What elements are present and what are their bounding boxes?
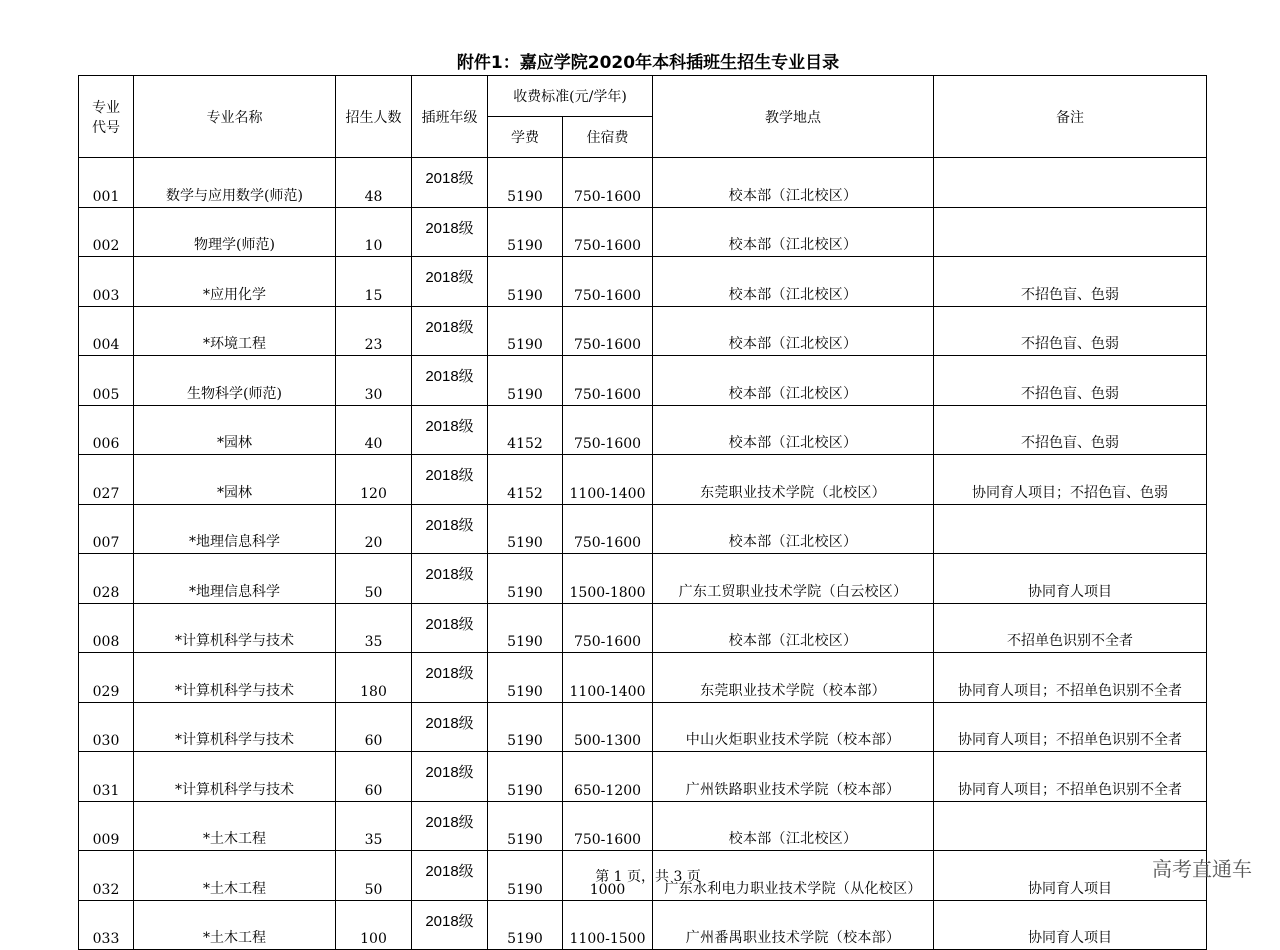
cell-code: 006 — [79, 405, 134, 455]
cell-grade: 2018级 — [412, 356, 488, 406]
cell-code: 003 — [79, 257, 134, 307]
cell-lodging: 1100-1400 — [563, 653, 653, 703]
cell-location: 广州番禺职业技术学院（校本部） — [653, 900, 934, 950]
cell-major-name: *土木工程 — [134, 900, 336, 950]
cell-lodging: 650-1200 — [563, 752, 653, 802]
cell-remark: 不招色盲、色弱 — [934, 257, 1207, 307]
table-row — [79, 207, 1207, 257]
cell-grade: 2018级 — [412, 603, 488, 653]
cell-remark: 协同育人项目 — [934, 851, 1207, 901]
cell-location: 东莞职业技术学院（校本部） — [653, 653, 934, 703]
cell-grade: 2018级 — [412, 405, 488, 455]
cell-location: 校本部（江北校区） — [653, 158, 934, 208]
cell-code: 033 — [79, 900, 134, 950]
cell-location: 校本部（江北校区） — [653, 405, 934, 455]
table-row — [79, 405, 1207, 455]
cell-tuition: 4152 — [488, 455, 563, 505]
cell-grade: 2018级 — [412, 653, 488, 703]
cell-code: 029 — [79, 653, 134, 703]
cell-major-name: *环境工程 — [134, 306, 336, 356]
cell-major-name: 生物科学(师范) — [134, 356, 336, 406]
cell-lodging: 1100-1500 — [563, 900, 653, 950]
document-title: 附件1：嘉应学院2020年本科插班生招生专业目录 — [456, 53, 840, 73]
table-header — [79, 76, 1207, 158]
cell-tuition: 5190 — [488, 851, 563, 901]
cell-grade: 2018级 — [412, 554, 488, 604]
cell-tuition: 5190 — [488, 801, 563, 851]
header-quota: 招生人数 — [336, 76, 412, 158]
cell-location: 广东工贸职业技术学院（白云校区） — [653, 554, 934, 604]
cell-tuition: 5190 — [488, 356, 563, 406]
cell-grade: 2018级 — [412, 306, 488, 356]
cell-lodging: 750-1600 — [563, 306, 653, 356]
table-row — [79, 603, 1207, 653]
cell-major-name: *计算机科学与技术 — [134, 752, 336, 802]
table-row — [79, 504, 1207, 554]
cell-remark: 不招色盲、色弱 — [934, 405, 1207, 455]
cell-tuition: 5190 — [488, 306, 563, 356]
cell-location: 广东水利电力职业技术学院（从化校区） — [653, 851, 934, 901]
cell-lodging: 750-1600 — [563, 356, 653, 406]
cell-quota: 120 — [336, 455, 412, 505]
cell-location: 校本部（江北校区） — [653, 306, 934, 356]
table-row — [79, 306, 1207, 356]
table-row — [79, 752, 1207, 802]
cell-location: 中山火炬职业技术学院（校本部） — [653, 702, 934, 752]
header-name: 专业名称 — [134, 76, 336, 158]
cell-tuition: 5190 — [488, 603, 563, 653]
cell-location: 东莞职业技术学院（北校区） — [653, 455, 934, 505]
cell-location: 校本部（江北校区） — [653, 801, 934, 851]
cell-tuition: 5190 — [488, 653, 563, 703]
cell-remark — [934, 801, 1207, 851]
cell-lodging: 750-1600 — [563, 257, 653, 307]
cell-code: 009 — [79, 801, 134, 851]
cell-quota: 50 — [336, 851, 412, 901]
cell-quota: 30 — [336, 356, 412, 406]
table-row — [79, 158, 1207, 208]
cell-tuition: 5190 — [488, 702, 563, 752]
cell-remark — [934, 504, 1207, 554]
cell-location: 校本部（江北校区） — [653, 356, 934, 406]
cell-quota: 23 — [336, 306, 412, 356]
header-grade: 插班年级 — [412, 76, 488, 158]
cell-remark — [934, 207, 1207, 257]
header-location: 教学地点 — [653, 76, 934, 158]
cell-major-name: *土木工程 — [134, 801, 336, 851]
cell-lodging: 1100-1400 — [563, 455, 653, 505]
cell-grade: 2018级 — [412, 504, 488, 554]
table-row — [79, 455, 1207, 505]
cell-lodging: 750-1600 — [563, 603, 653, 653]
cell-location: 校本部（江北校区） — [653, 603, 934, 653]
table-row — [79, 356, 1207, 406]
cell-major-name: *应用化学 — [134, 257, 336, 307]
cell-lodging: 750-1600 — [563, 801, 653, 851]
table-row — [79, 554, 1207, 604]
table-row — [79, 653, 1207, 703]
header-lodging: 住宿费 — [563, 117, 653, 158]
cell-quota: 35 — [336, 801, 412, 851]
cell-major-name: *园林 — [134, 405, 336, 455]
cell-quota: 60 — [336, 702, 412, 752]
cell-lodging: 750-1600 — [563, 158, 653, 208]
cell-location: 校本部（江北校区） — [653, 257, 934, 307]
cell-remark: 不招单色识别不全者 — [934, 603, 1207, 653]
cell-remark — [934, 158, 1207, 208]
cell-tuition: 5190 — [488, 900, 563, 950]
cell-lodging: 750-1600 — [563, 504, 653, 554]
cell-lodging: 1500-1800 — [563, 554, 653, 604]
cell-tuition: 5190 — [488, 504, 563, 554]
cell-code: 008 — [79, 603, 134, 653]
cell-quota: 35 — [336, 603, 412, 653]
major-catalog-table — [78, 75, 1207, 950]
cell-major-name: *地理信息科学 — [134, 504, 336, 554]
cell-remark: 协同育人项目 — [934, 900, 1207, 950]
cell-major-name: *土木工程 — [134, 851, 336, 901]
cell-code: 030 — [79, 702, 134, 752]
cell-tuition: 5190 — [488, 257, 563, 307]
cell-location: 校本部（江北校区） — [653, 207, 934, 257]
cell-grade: 2018级 — [412, 158, 488, 208]
cell-code: 007 — [79, 504, 134, 554]
cell-code: 031 — [79, 752, 134, 802]
cell-tuition: 5190 — [488, 207, 563, 257]
cell-tuition: 5190 — [488, 158, 563, 208]
cell-lodging: 500-1300 — [563, 702, 653, 752]
cell-quota: 20 — [336, 504, 412, 554]
cell-remark: 协同育人项目；不招单色识别不全者 — [934, 752, 1207, 802]
cell-grade: 2018级 — [412, 207, 488, 257]
header-code: 专业 代号 — [79, 76, 134, 158]
cell-tuition: 5190 — [488, 752, 563, 802]
cell-quota: 50 — [336, 554, 412, 604]
cell-code: 005 — [79, 356, 134, 406]
cell-remark: 协同育人项目；不招单色识别不全者 — [934, 702, 1207, 752]
cell-major-name: 物理学(师范) — [134, 207, 336, 257]
cell-remark: 协同育人项目 — [934, 554, 1207, 604]
table-row — [79, 702, 1207, 752]
cell-grade: 2018级 — [412, 257, 488, 307]
cell-tuition: 4152 — [488, 405, 563, 455]
cell-grade: 2018级 — [412, 851, 488, 901]
cell-grade: 2018级 — [412, 702, 488, 752]
cell-lodging: 1000 — [563, 851, 653, 901]
cell-major-name: 数学与应用数学(师范) — [134, 158, 336, 208]
table-body — [79, 158, 1207, 950]
cell-grade: 2018级 — [412, 900, 488, 950]
cell-quota: 15 — [336, 257, 412, 307]
cell-quota: 60 — [336, 752, 412, 802]
cell-code: 001 — [79, 158, 134, 208]
cell-code: 004 — [79, 306, 134, 356]
cell-code: 028 — [79, 554, 134, 604]
cell-major-name: *园林 — [134, 455, 336, 505]
cell-grade: 2018级 — [412, 801, 488, 851]
cell-quota: 48 — [336, 158, 412, 208]
cell-lodging: 750-1600 — [563, 207, 653, 257]
watermark: 高考直通车 — [1152, 857, 1252, 881]
cell-quota: 40 — [336, 405, 412, 455]
cell-quota: 10 — [336, 207, 412, 257]
page-footer: 第 1 页，共 3 页 — [595, 869, 701, 885]
table-row — [79, 257, 1207, 307]
cell-major-name: *地理信息科学 — [134, 554, 336, 604]
cell-major-name: *计算机科学与技术 — [134, 653, 336, 703]
table-row — [79, 900, 1207, 950]
cell-remark: 不招色盲、色弱 — [934, 306, 1207, 356]
table-row — [79, 801, 1207, 851]
header-remark: 备注 — [934, 76, 1207, 158]
cell-location: 广州铁路职业技术学院（校本部） — [653, 752, 934, 802]
cell-lodging: 750-1600 — [563, 405, 653, 455]
cell-code: 032 — [79, 851, 134, 901]
cell-major-name: *计算机科学与技术 — [134, 702, 336, 752]
cell-major-name: *计算机科学与技术 — [134, 603, 336, 653]
cell-tuition: 5190 — [488, 554, 563, 604]
cell-grade: 2018级 — [412, 455, 488, 505]
cell-code: 002 — [79, 207, 134, 257]
cell-remark: 协同育人项目；不招单色识别不全者 — [934, 653, 1207, 703]
cell-remark: 协同育人项目；不招色盲、色弱 — [934, 455, 1207, 505]
cell-remark: 不招色盲、色弱 — [934, 356, 1207, 406]
cell-grade: 2018级 — [412, 752, 488, 802]
header-tuition: 学费 — [488, 117, 563, 158]
cell-quota: 100 — [336, 900, 412, 950]
cell-quota: 180 — [336, 653, 412, 703]
header-fee-group: 收费标准(元/学年) — [488, 76, 653, 117]
cell-location: 校本部（江北校区） — [653, 504, 934, 554]
cell-code: 027 — [79, 455, 134, 505]
